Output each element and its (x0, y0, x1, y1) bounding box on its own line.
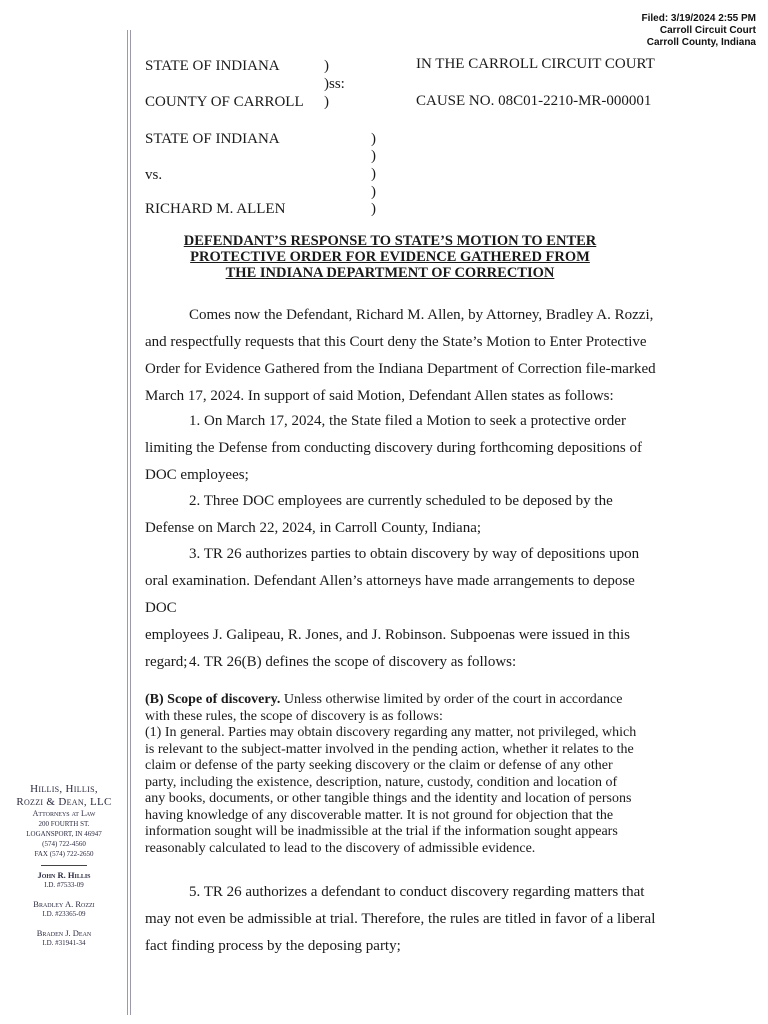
quote-heading: (B) Scope of discovery. (145, 692, 281, 707)
caption-county: COUNTY OF CARROLL (145, 94, 304, 110)
paragraph-2 (145, 488, 665, 542)
document-title (150, 233, 630, 281)
intro-paragraph (145, 302, 665, 410)
quote-line: reasonably calculated to lead to the discovery of admissible evidence. (145, 840, 536, 856)
quote-line: with these rules, the scope of discovery is as follows: (145, 708, 443, 724)
p1-line: limiting the Defense from conducting discovery during forthcoming depositions of (145, 440, 642, 456)
attorney-name: Bradley A. Rozzi (33, 899, 95, 909)
caption-paren: ) (371, 166, 376, 182)
firm-name-line2: Rozzi & Dean, LLC (16, 796, 112, 808)
p3-line: 3. TR 26 authorizes parties to obtain discovery by way of depositions upon (189, 546, 640, 562)
intro-line: Order for Evidence Gathered from the Indiana Department of Correction file-marked (145, 361, 656, 377)
intro-line: Comes now the Defendant, Richard M. Allen, by Attorney, Bradley A. Rozzi, (189, 307, 654, 323)
p4-line: 4. TR 26(B) defines the scope of discovery as follows: (189, 654, 517, 670)
attorney-id: I.D. #23365-09 (42, 910, 86, 918)
letterhead-divider (41, 865, 87, 866)
paragraph-1 (145, 408, 665, 489)
firm-phone: (574) 722-4560 (42, 840, 86, 848)
attorney-name: John R. Hillis (37, 870, 91, 880)
firm-name-line1: Hillis, Hillis, (30, 783, 98, 795)
quote-line: information sought will be inadmissible at the trial if the information sought appears (145, 824, 618, 839)
p3-line: employees J. Galipeau, R. Jones, and J. Robinson. Subpoenas were issued in this (145, 627, 630, 643)
caption-court: IN THE CARROLL CIRCUIT COURT (416, 56, 655, 72)
caption-paren: ) (371, 184, 376, 200)
filed-date: Filed: 3/19/2024 2:55 PM (641, 13, 756, 24)
caption-paren: ) (324, 94, 329, 110)
intro-line: March 17, 2024. In support of said Motion, Defendant Allen states as follows: (145, 388, 614, 404)
firm-address-street: 200 FOURTH ST. (38, 820, 90, 828)
p2-line: Defense on March 22, 2024, in Carroll County, Indiana; (145, 520, 482, 536)
quote-line: Unless otherwise limited by order of the court in accordance (280, 692, 623, 707)
p5-line: may not even be admissible at trial. Therefore, the rules are titled in favor of a liberal (145, 911, 656, 927)
firm-fax: FAX (574) 722-2650 (34, 850, 94, 858)
caption-paren: ) (371, 131, 376, 147)
p5-line: 5. TR 26 authorizes a defendant to conduct discovery regarding matters that (189, 884, 645, 900)
caption-cause-number: CAUSE NO. 08C01-2210-MR-000001 (416, 93, 652, 109)
filed-county: Carroll County, Indiana (646, 37, 756, 48)
quote-line: party, including the existence, description, nature, custody, condition and location of (145, 774, 618, 790)
margin-rule-right (130, 30, 131, 1015)
caption-paren: ) (324, 58, 329, 74)
filed-court: Carroll Circuit Court (659, 25, 756, 36)
p3-line: regard; (145, 654, 188, 670)
rule-quote-block (145, 692, 675, 857)
quote-line: any books, documents, or other tangible things and the identity and location of persons (145, 791, 632, 806)
quote-line: claim or defense of the party seeking discovery or the claim or defense of any other (145, 758, 613, 773)
attorney-id: I.D. #7533-09 (44, 881, 84, 889)
title-line: THE INDIANA DEPARTMENT OF CORRECTION (225, 265, 555, 281)
firm-letterhead (0, 783, 128, 948)
firm-address-city: LOGANSPORT, IN 46947 (26, 830, 102, 838)
title-line: PROTECTIVE ORDER FOR EVIDENCE GATHERED FROM (190, 249, 590, 265)
firm-tagline: Attorneys at Law (32, 809, 96, 818)
attorney-id: I.D. #31941-34 (42, 939, 86, 947)
quote-line: is relevant to the subject-matter involved in the pending action, whether it relates to the (145, 741, 634, 757)
title-line: DEFENDANT’S RESPONSE TO STATE’S MOTION TO ENTER (183, 233, 597, 249)
caption-paren: ) (371, 148, 376, 164)
p5-line: fact finding process by the deposing party; (145, 938, 401, 954)
caption-ss: )ss: (324, 76, 345, 92)
p3-line: oral examination. Defendant Allen’s attorneys have made arrangements to depose DOC (145, 573, 635, 616)
caption-state: STATE OF INDIANA (145, 58, 280, 74)
p1-line: DOC employees; (145, 467, 249, 483)
p2-line: 2. Three DOC employees are currently scheduled to be deposed by the (189, 493, 613, 509)
caption-vs: vs. (145, 167, 163, 183)
paragraph-5 (145, 879, 665, 960)
attorney-name: Braden J. Dean (36, 928, 92, 938)
intro-line: and respectfully requests that this Court deny the State’s Motion to Enter Protective (145, 334, 647, 350)
caption-plaintiff: STATE OF INDIANA (145, 131, 280, 147)
quote-line: (1) In general. Parties may obtain discovery regarding any matter, not privileged, which (145, 725, 637, 740)
p1-line: 1. On March 17, 2024, the State filed a Motion to seek a protective order (189, 413, 626, 429)
caption-paren: ) (371, 201, 376, 217)
filed-stamp (641, 13, 756, 49)
quote-line: having knowledge of any discoverable matter. It is not ground for objection that the (145, 807, 614, 823)
paragraph-4 (145, 649, 665, 676)
caption-defendant: RICHARD M. ALLEN (145, 201, 286, 217)
